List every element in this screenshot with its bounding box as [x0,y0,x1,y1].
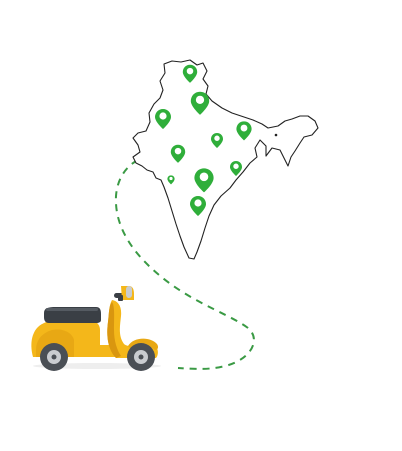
india-map-icon [133,60,318,259]
scooter-icon [31,286,161,371]
